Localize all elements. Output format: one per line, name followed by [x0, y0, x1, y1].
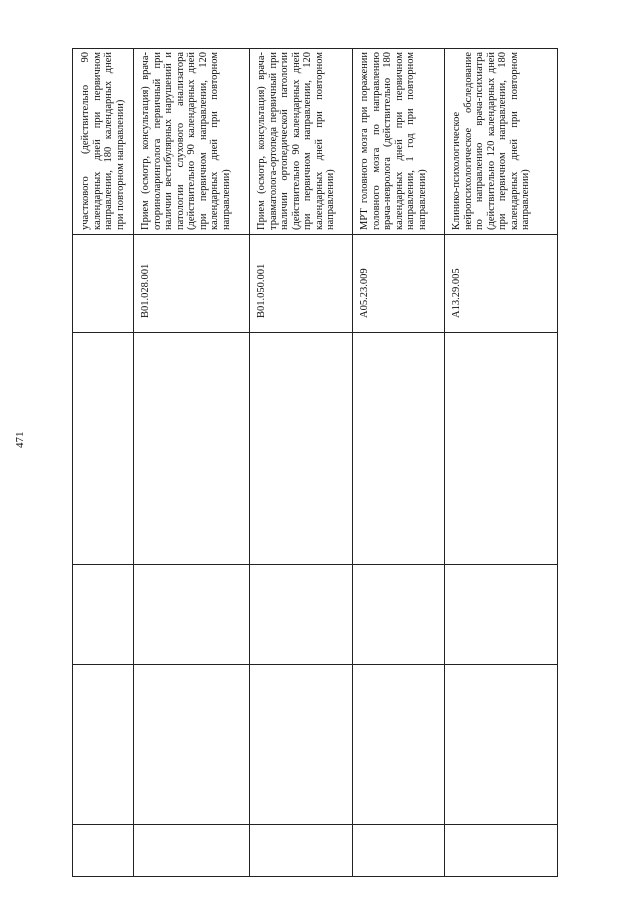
column-separator — [72, 332, 558, 333]
row-separator — [133, 48, 134, 877]
column-separator — [72, 564, 558, 565]
table-cell-description: Прием (осмотр, консультация) врача-травматолога-ортопеда первичный при наличии ортопедической патологии (действительно 90 календарных дней при первичном направлении, 120 календарных дней при повторном направлении) — [256, 52, 336, 230]
table-cell-description: Прием (осмотр, консультация) врача-оториноларинголога первичный при наличии вестибулярных нарушений и патологии слухового анализатора (действительно 90 календарных дней при первичном направлении, 120 календарных дней при повторном направлении) — [140, 52, 232, 230]
table-cell-code: B01.028.001 — [140, 263, 151, 318]
table-cell-description: Клинико-психологическое нейропсихологическое обследование по направлению врача-психиатра (действительно 120 календарных дней при первичном направлении, 180 календарных дней при повторном направлении) — [451, 52, 531, 230]
table-border — [72, 48, 558, 49]
table-cell-code: A13.29.005 — [451, 268, 462, 318]
column-separator — [72, 824, 558, 825]
row-separator — [249, 48, 250, 877]
table-cell-code: B01.050.001 — [256, 263, 267, 318]
table-cell-description: МРТ головного мозга при поражении головного мозга по направлению врача-невролога (действительно 180 календарных дней при первичном направлении, 1 год при повторном направлении) — [359, 52, 428, 230]
table-cell-code: A05.23.009 — [359, 268, 370, 318]
table-border — [72, 876, 558, 877]
column-separator — [72, 234, 558, 235]
row-separator — [352, 48, 353, 877]
page-number: 471 — [14, 431, 26, 448]
table-border — [72, 48, 73, 877]
row-separator — [444, 48, 445, 877]
column-separator — [72, 664, 558, 665]
table-border — [557, 48, 558, 877]
table-cell-description: участкового (действительно 90 календарных дней при первичном направлении, 180 календарных дней при повторном направлении) — [80, 52, 126, 230]
